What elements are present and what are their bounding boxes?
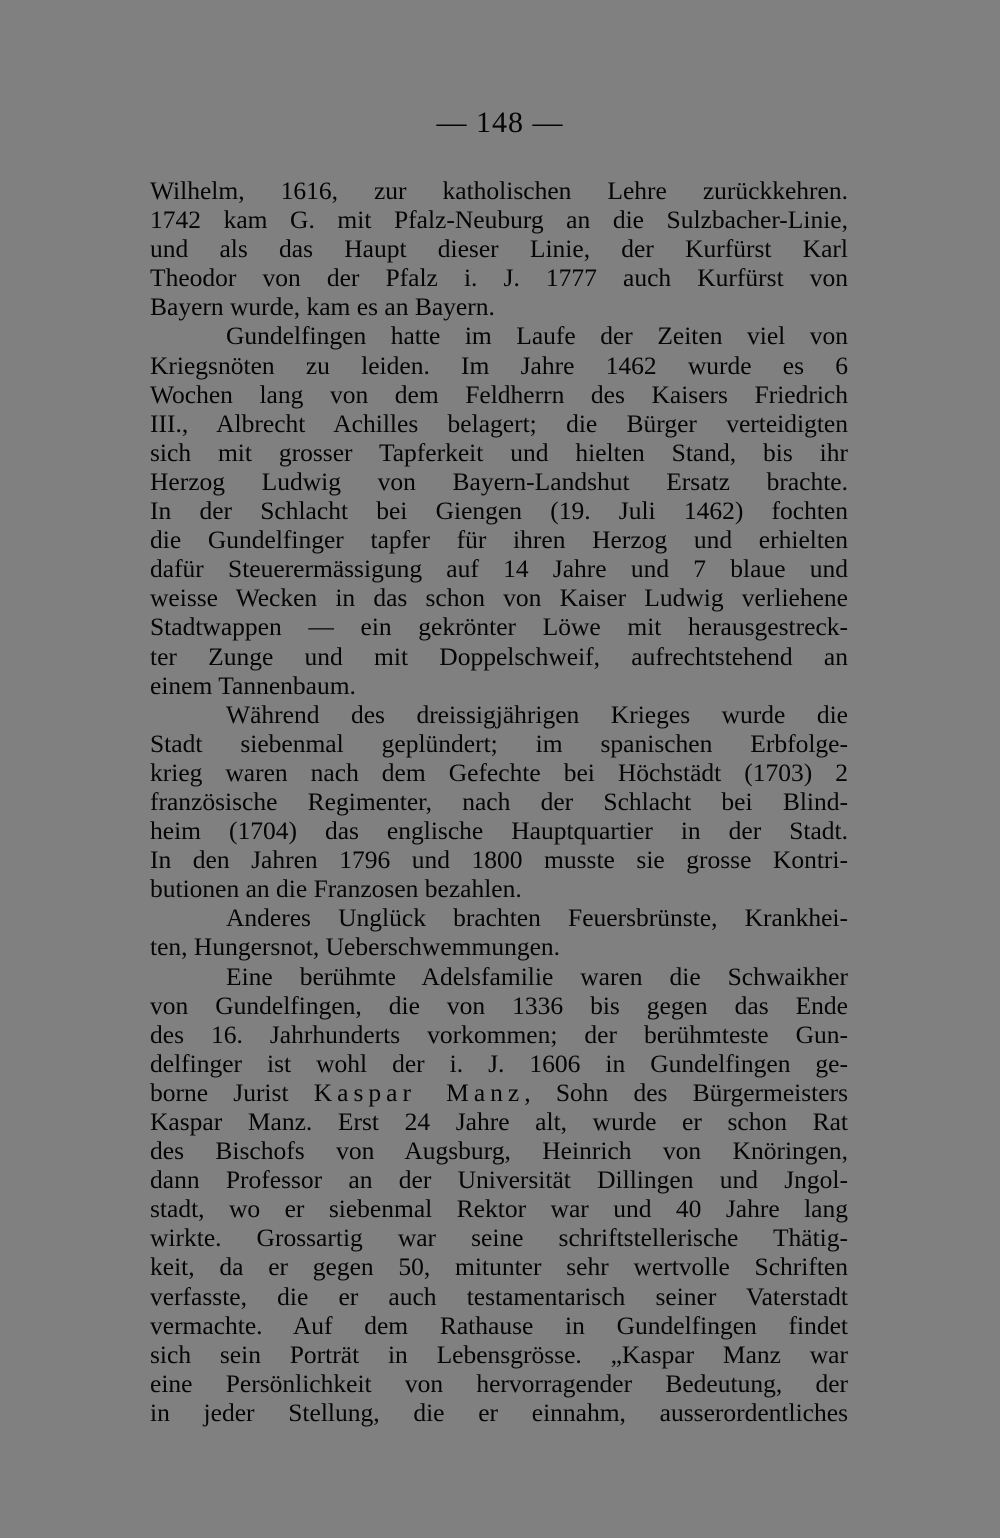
text-line: und als das Haupt dieser Linie, der Kurfürst Karl (150, 234, 848, 264)
text-line: Wilhelm, 1616, zur katholischen Lehre zurückkehren. (150, 176, 848, 205)
text-line: einem Tannenbaum. (150, 670, 356, 700)
text-line: Während des dreissigjährigen Krieges wurde die (226, 699, 848, 729)
text-line: Stadtwappen — ein gekrönter Löwe mit herausgestreck- (150, 612, 848, 642)
text-line: borne Jurist Kaspar Manz, Sohn des Bürgermeisters (150, 1077, 849, 1107)
text-line: Anderes Unglück brachten Feuersbrünste, Krankhei- (226, 903, 848, 933)
text-line: delfinger ist wohl der i. J. 1606 in Gundelfingen ge- (150, 1048, 848, 1078)
text-line: wirkte. Grossartig war seine schriftstellerische Thätig- (150, 1223, 848, 1253)
text-line: Gundelfingen hatte im Laufe der Zeiten viel von (226, 321, 848, 351)
text-line: des Bischofs von Augsburg, Heinrich von Knöringen, (150, 1136, 848, 1166)
body-text (150, 176, 848, 1427)
text-line: keit, da er gegen 50, mitunter sehr wertvolle Schriften (150, 1252, 848, 1282)
page-number: — 148 — (436, 106, 564, 139)
text-line: Wochen lang von dem Feldherrn des Kaisers Friedrich (150, 379, 848, 409)
text-line: sich sein Porträt in Lebensgrösse. „Kaspar Manz war (150, 1339, 848, 1369)
text-line: Eine berühmte Adelsfamilie waren die Schwaikher (226, 961, 848, 991)
text-line: heim (1704) das englische Hauptquartier in der Stadt. (150, 816, 848, 846)
text-line: In den Jahren 1796 und 1800 musste sie grosse Kontri- (150, 845, 848, 875)
text-line: butionen an die Franzosen bezahlen. (150, 874, 522, 904)
text-line: Kriegsnöten zu leiden. Im Jahre 1462 wurde es 6 (150, 350, 848, 380)
text-line: III., Albrecht Achilles belagert; die Bürger verteidigten (150, 408, 848, 438)
text-line: in jeder Stellung, die er einnahm, ausserordentliches (150, 1397, 848, 1427)
text-line: weisse Wecken in das schon von Kaiser Ludwig verliehene (150, 583, 848, 613)
text-line: Herzog Ludwig von Bayern-Landshut Ersatz brachte. (150, 466, 848, 496)
text-line: französische Regimenter, nach der Schlacht bei Blind- (150, 786, 848, 816)
text-line: dann Professor an der Universität Dillingen und Jngol- (150, 1165, 848, 1195)
text-line: Theodor von der Pfalz i. J. 1777 auch Kurfürst von (150, 263, 848, 293)
text-line: die Gundelfinger tapfer für ihren Herzog und erhielten (150, 525, 848, 555)
text-line: In der Schlacht bei Giengen (19. Juli 1462) fochten (150, 496, 848, 526)
text-line: krieg waren nach dem Gefechte bei Höchstädt (1703) 2 (150, 757, 848, 787)
text-line: stadt, wo er siebenmal Rektor war und 40 Jahre lang (150, 1194, 848, 1224)
text-line: Stadt siebenmal geplündert; im spanischen Erbfolge- (150, 728, 848, 758)
text-line: Kaspar Manz. Erst 24 Jahre alt, wurde er schon Rat (150, 1107, 848, 1136)
text-line: eine Persönlichkeit von hervorragender Bedeutung, der (150, 1368, 848, 1398)
text-line: vermachte. Auf dem Rathause in Gundelfingen findet (150, 1310, 848, 1340)
text-line: ter Zunge und mit Doppelschweif, aufrechtstehend an (150, 641, 848, 671)
text-line: ten, Hungersnot, Ueberschwemmungen. (150, 932, 561, 962)
text-line: 1742 kam G. mit Pfalz-Neuburg an die Sulzbacher-Linie, (150, 205, 848, 235)
text-line: des 16. Jahrhunderts vorkommen; der berühmteste Gun- (150, 1019, 848, 1049)
text-line: verfasste, die er auch testamentarisch seiner Vaterstadt (150, 1281, 848, 1311)
text-line: von Gundelfingen, die von 1336 bis gegen das Ende (150, 990, 848, 1020)
text-line: sich mit grosser Tapferkeit und hielten Stand, bis ihr (150, 437, 848, 467)
text-line: Bayern wurde, kam es an Bayern. (150, 292, 495, 322)
text-line: dafür Steuerermässigung auf 14 Jahre und 7 blaue und (150, 554, 848, 584)
